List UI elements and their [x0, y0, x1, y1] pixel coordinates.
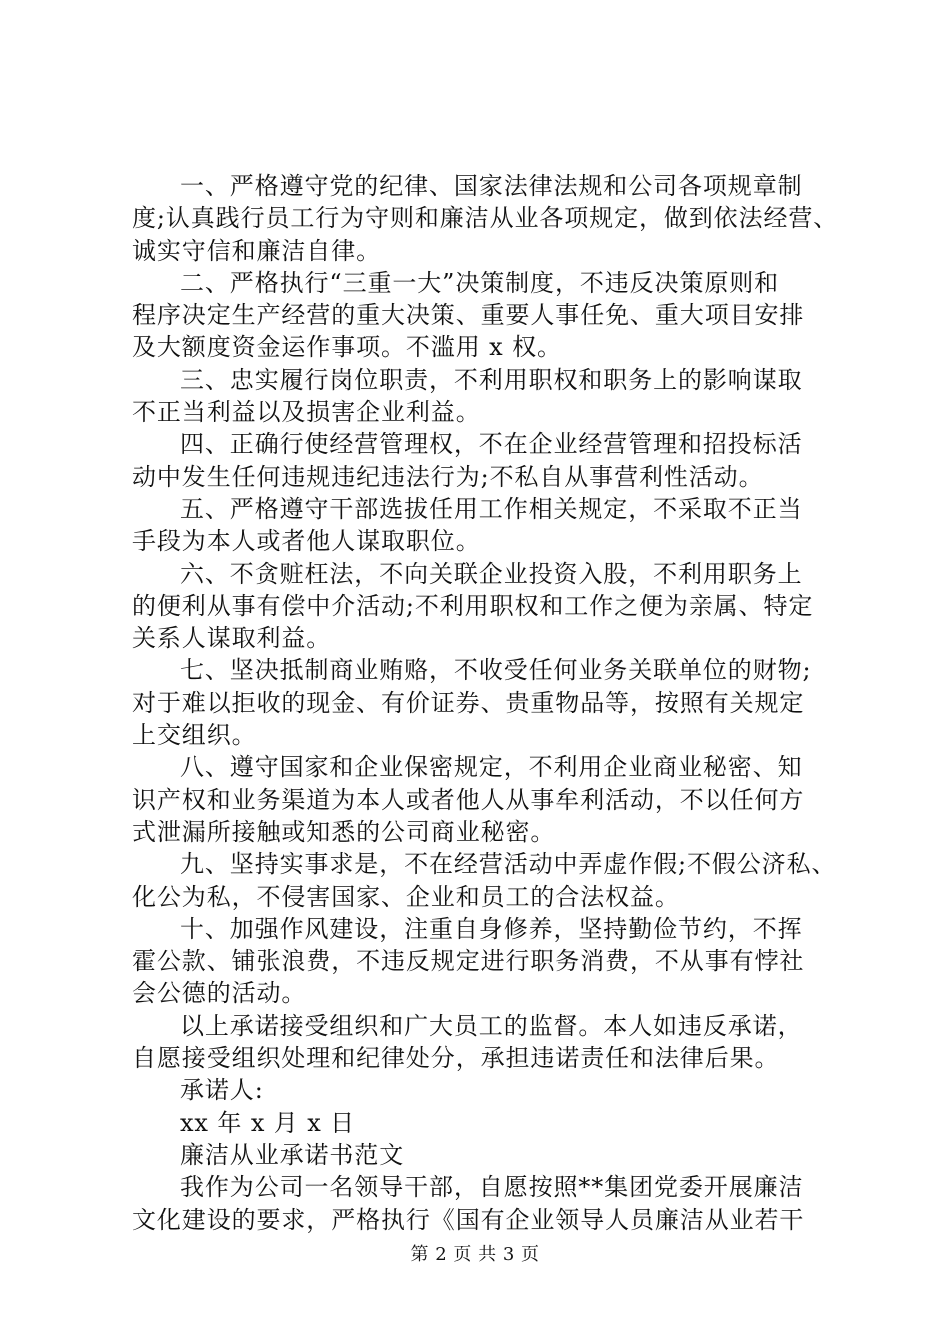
text-line: 我作为公司一名领导干部，自愿按照**集团党委开展廉洁 [180, 1173, 804, 1202]
text-line: 上交组织。 [132, 721, 257, 750]
text-line: 一、严格遵守党的纪律、国家法律法规和公司各项规章制 [180, 172, 803, 200]
text-line: 度;认真践行员工行为守则和廉洁从业各项规定，做到依法经营、 [132, 204, 839, 233]
text-line: 化公为私，不侵害国家、企业和员工的合法权益。 [132, 882, 680, 911]
text-line: 对于难以拒收的现金、有价证券、贵重物品等，按照有关规定 [132, 688, 805, 717]
text-line: 动中发生任何违规违纪违法行为;不私自从事营利性活动。 [132, 462, 764, 491]
text-line: 三、忠实履行岗位职责，不利用职权和职务上的影响谋取 [180, 365, 803, 394]
text-line: 诚实守信和廉洁自律。 [132, 236, 381, 265]
text-line: 六、不贪赃枉法，不向关联企业投资入股，不利用职务上 [180, 559, 803, 588]
text-line: 廉洁从业承诺书范文 [180, 1140, 405, 1169]
text-line: xx 年 x 月 x 日 [180, 1108, 356, 1137]
text-line: 自愿接受组织处理和纪律处分，承担违诺责任和法律后果。 [132, 1044, 780, 1073]
text-line: 识产权和业务渠道为本人或者他人从事牟利活动，不以任何方 [132, 785, 805, 814]
text-line: 二、严格执行“三重一大”决策制度，不违反决策原则和 [180, 268, 780, 297]
text-line: 的便利从事有偿中介活动;不利用职权和工作之便为亲属、特定 [132, 591, 814, 620]
text-line: 文化建设的要求，严格执行《国有企业领导人员廉洁从业若干 [132, 1205, 805, 1234]
text-line: 及大额度资金运作事项。不滥用 x 权。 [132, 333, 562, 362]
text-line: 五、严格遵守干部选拔任用工作相关规定，不采取不正当 [180, 494, 803, 523]
text-line: 会公德的活动。 [132, 979, 307, 1008]
text-line: 关系人谋取利益。 [132, 624, 332, 653]
text-line: 程序决定生产经营的重大决策、重要人事任免、重大项目安排 [132, 301, 805, 330]
text-line: 霍公款、铺张浪费，不违反规定进行职务消费，不从事有悖社 [132, 947, 805, 976]
text-line: 承诺人: [180, 1076, 264, 1105]
text-line: 手段为本人或者他人谋取职位。 [132, 527, 481, 556]
page-footer: 第 2 页 共 3 页 [410, 1244, 540, 1265]
text-line: 九、坚持实事求是，不在经营活动中弄虚作假;不假公济私、 [180, 850, 837, 879]
text-line: 以上承诺接受组织和广大员工的监督。本人如违反承诺， [180, 1011, 803, 1040]
body-text [132, 170, 839, 1236]
text-line: 七、坚决抵制商业贿赂，不收受任何业务关联单位的财物; [180, 656, 812, 685]
text-line: 四、正确行使经营管理权，不在企业经营管理和招投标活 [180, 430, 803, 459]
text-line: 八、遵守国家和企业保密规定，不利用企业商业秘密、知 [180, 753, 803, 782]
text-line: 式泄漏所接触或知悉的公司商业秘密。 [132, 817, 556, 846]
text-line: 十、加强作风建设，注重自身修养，坚持勤俭节约，不挥 [180, 914, 803, 943]
text-line: 不正当利益以及损害企业利益。 [132, 398, 481, 427]
